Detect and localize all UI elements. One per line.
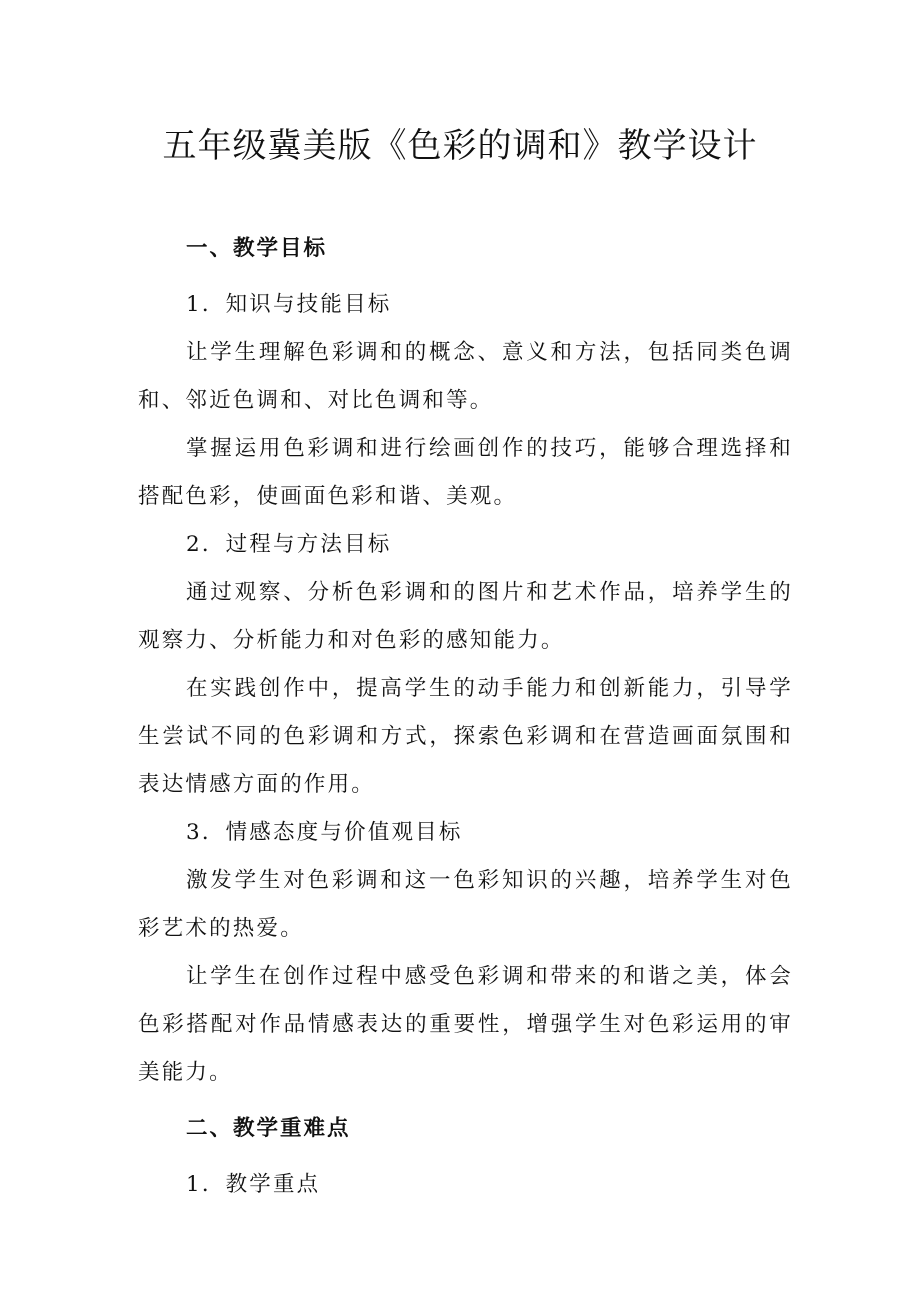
paragraph: 让学生理解色彩调和的概念、意义和方法，包括同类色调和、邻近色调和、对比色调和等。 (138, 340, 793, 413)
paragraph: 在实践创作中，提高学生的动手能力和创新能力，引导学生尝试不同的色彩调和方式，探索色彩调和在营造画面氛围和表达情感方面的作用。 (138, 676, 793, 797)
subsection-label-key-focus: 1．教学重点 (186, 1172, 321, 1197)
document-body (138, 225, 793, 1209)
paragraph: 通过观察、分析色彩调和的图片和艺术作品，培养学生的观察力、分析能力和对色彩的感知能力。 (138, 580, 793, 653)
paragraph: 激发学生对色彩调和这一色彩知识的兴趣，培养学生对色彩艺术的热爱。 (138, 868, 793, 941)
paragraph: 掌握运用色彩调和进行绘画创作的技巧，能够合理选择和搭配色彩，使画面色彩和谐、美观。 (138, 436, 793, 509)
subsection-label-knowledge: 1．知识与技能目标 (186, 292, 392, 317)
document-title: 五年级冀美版《色彩的调和》教学设计 (162, 126, 758, 166)
section-heading-key-points: 二、教学重难点 (186, 1116, 351, 1141)
paragraph: 让学生在创作过程中感受色彩调和带来的和谐之美，体会色彩搭配对作品情感表达的重要性，增强学生对色彩运用的审美能力。 (138, 964, 793, 1085)
section-heading-objectives: 一、教学目标 (186, 236, 328, 261)
subsection-label-process: 2．过程与方法目标 (186, 532, 392, 557)
subsection-label-emotion: 3．情感态度与价值观目标 (186, 820, 463, 845)
